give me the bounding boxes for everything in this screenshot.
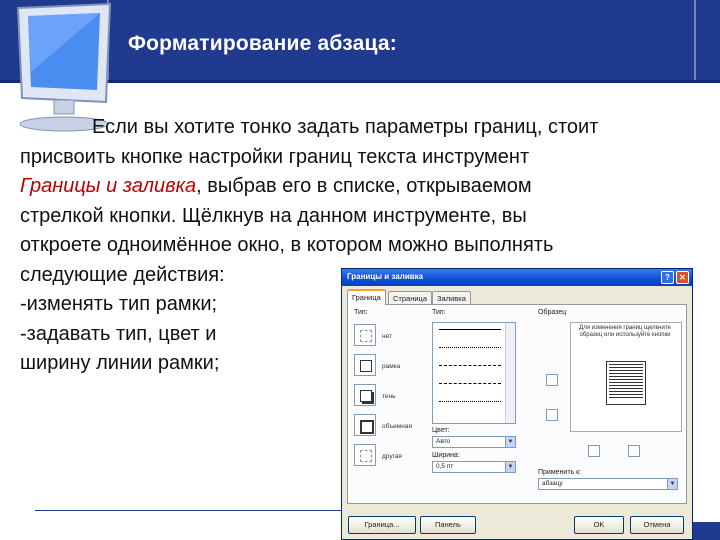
- preview-page: [606, 361, 646, 405]
- chevron-down-icon[interactable]: ▼: [505, 437, 515, 447]
- tab-page-border[interactable]: Страница: [388, 291, 432, 305]
- type-3d-label: объемная: [382, 423, 412, 430]
- body-line: Если вы хотите тонко задать параметры границ, стоит: [92, 116, 599, 138]
- color-label: Цвет:: [432, 427, 450, 434]
- apply-to-select[interactable]: [538, 478, 678, 490]
- show-toolbar-button[interactable]: Панель: [420, 516, 476, 534]
- style-list-scrollbar[interactable]: [505, 323, 515, 423]
- body-highlight-term: Границы и заливка: [20, 175, 197, 197]
- body-line: -изменять тип рамки;: [20, 293, 218, 315]
- body-line: следующие действия:: [20, 263, 225, 286]
- dialog-title: Границы и заливка: [347, 272, 424, 281]
- type-none-button[interactable]: [354, 324, 376, 346]
- horizontal-line-button[interactable]: Граница...: [348, 516, 416, 534]
- preview-label: Образец: [538, 309, 567, 316]
- corner-block: [690, 522, 720, 540]
- body-line: откроете одноимённое окно, в котором можно выполнять: [20, 234, 554, 256]
- body-line-tail: , выбрав его в списке, открываемом: [196, 175, 532, 197]
- tab-borders[interactable]: Граница: [347, 289, 386, 305]
- width-label: Ширина:: [432, 452, 460, 459]
- body-line: ширину линии рамки;: [20, 352, 220, 374]
- type-shadow-label: тень: [382, 393, 396, 400]
- style-section-label: Тип:: [432, 309, 446, 316]
- body-line: присвоить кнопке настройки границ текста инструмент: [20, 145, 530, 168]
- right-border-button[interactable]: [628, 445, 640, 457]
- dialog-titlebar[interactable]: [342, 269, 692, 286]
- width-select[interactable]: [432, 461, 516, 473]
- preview-area[interactable]: [570, 322, 682, 432]
- color-select[interactable]: [432, 436, 516, 448]
- body-line: -задавать тип, цвет и: [20, 322, 217, 345]
- body-line: [20, 172, 710, 202]
- ok-button[interactable]: OK: [574, 516, 624, 534]
- type-box-button[interactable]: [354, 354, 376, 376]
- cancel-button[interactable]: Отмена: [630, 516, 684, 534]
- inner-border-button[interactable]: [546, 409, 558, 421]
- line-style-dotted[interactable]: [439, 347, 501, 348]
- help-button[interactable]: ?: [661, 271, 674, 284]
- type-shadow-button[interactable]: [354, 384, 376, 406]
- tab-shading[interactable]: Заливка: [432, 291, 471, 305]
- top-border-button[interactable]: [546, 374, 558, 386]
- preview-hint: Для изменения границ щелкните образец или используйте кнопки: [579, 325, 671, 338]
- chevron-down-icon[interactable]: ▼: [667, 479, 677, 489]
- line-style-dash-dot[interactable]: [439, 383, 501, 384]
- line-style-list[interactable]: [432, 322, 516, 424]
- borders-shading-dialog: [341, 268, 693, 540]
- close-button[interactable]: ✕: [676, 271, 689, 284]
- footer-rule: [35, 510, 345, 511]
- header-stripe: [694, 0, 696, 80]
- type-custom-button[interactable]: [354, 444, 376, 466]
- width-value: 0,5 пт: [436, 463, 454, 470]
- chevron-down-icon[interactable]: ▼: [505, 462, 515, 472]
- line-style-dashed[interactable]: [439, 365, 501, 366]
- type-3d-button[interactable]: [354, 414, 376, 436]
- type-custom-label: другая: [382, 453, 402, 460]
- left-border-button[interactable]: [588, 445, 600, 457]
- color-value: Авто: [436, 438, 451, 445]
- line-style-solid[interactable]: [439, 329, 501, 330]
- type-none-label: нет: [382, 333, 392, 340]
- type-box-label: рамка: [382, 363, 401, 370]
- body-line: стрелкой кнопки. Щёлкнув на данном инструменте, вы: [20, 204, 527, 227]
- apply-to-label: Применить к:: [538, 469, 582, 476]
- line-style-dash-dot-dot[interactable]: [439, 401, 501, 402]
- type-section-label: Тип:: [354, 309, 368, 316]
- apply-to-value: абзацу: [542, 480, 563, 487]
- slide-title: Форматирование абзаца:: [128, 32, 397, 55]
